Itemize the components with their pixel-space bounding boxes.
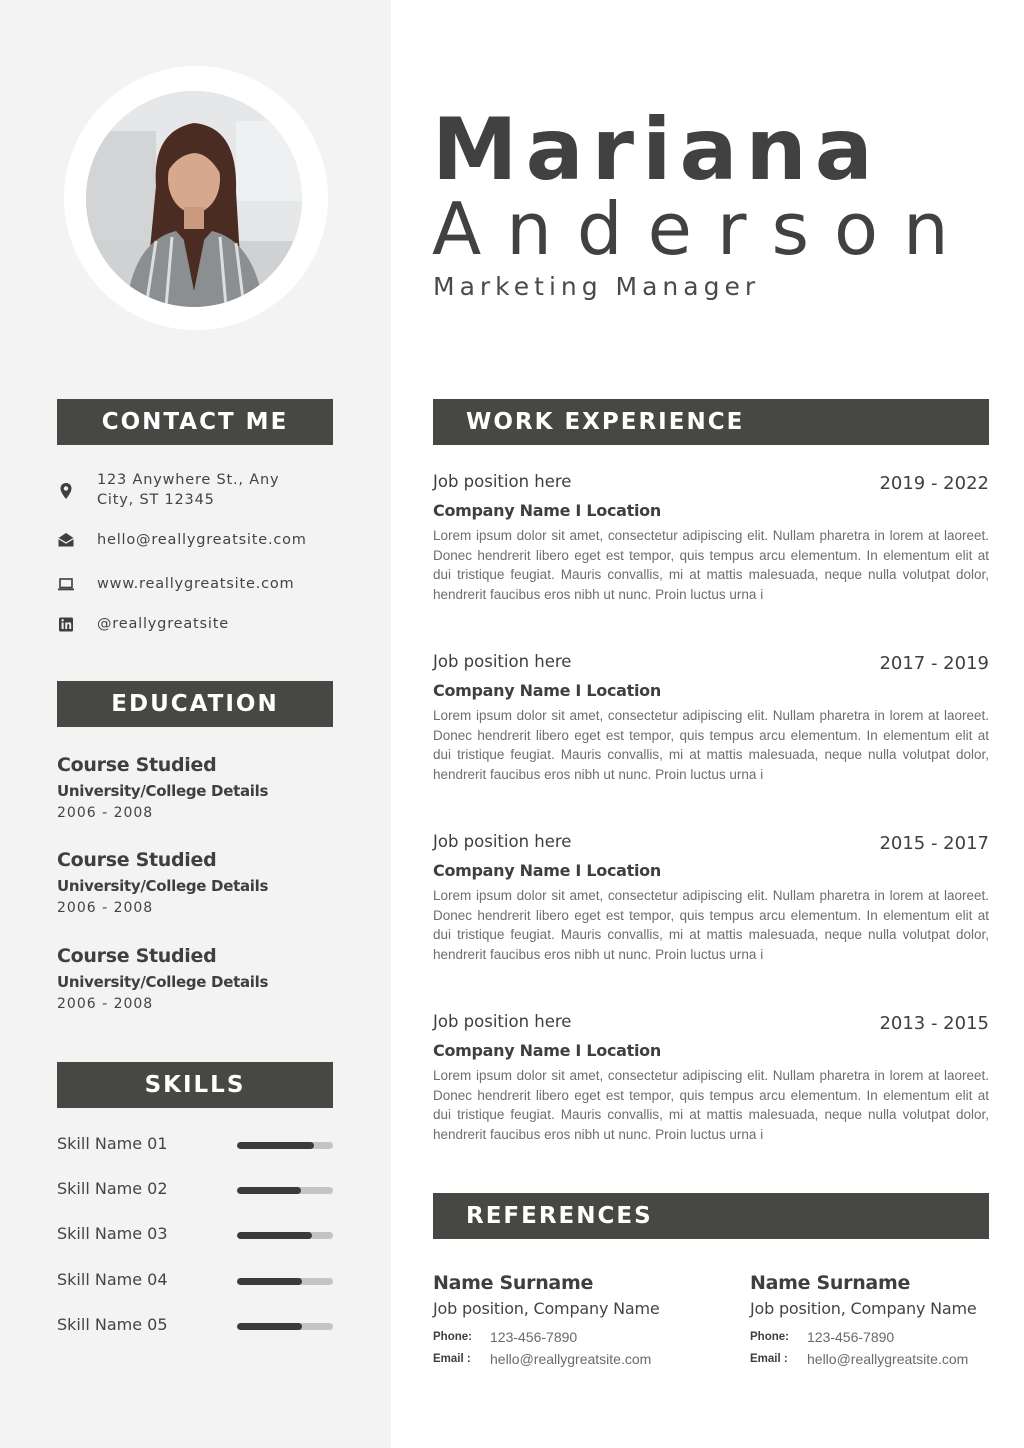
skill-name: Skill Name 04 xyxy=(57,1270,168,1289)
skill-name: Skill Name 01 xyxy=(57,1134,168,1153)
reference-email[interactable]: hello@reallygreatsite.com xyxy=(807,1351,969,1367)
university-details: University/College Details xyxy=(57,877,269,895)
job-description: Lorem ipsum dolor sit amet, consectetur adipiscing elit. Nullam pharetra in lorem at laoreet. Donec hendrerit libero eget est tempor, quis tempus arcu elementum. In elementum elit at dui tristique feugiat. Mauris convallis, mi at mattis malesuada, neque nulla volutpat dolor, hendrerit faucibus eros nibh ut nunc. Proin luctus urna i xyxy=(433,528,989,602)
profile-photo xyxy=(86,91,302,307)
work-item xyxy=(433,830,989,964)
skill-item xyxy=(57,1268,333,1292)
company-location: Company Name I Location xyxy=(433,1041,661,1060)
skill-bar-fill xyxy=(237,1187,301,1194)
course-title: Course Studied xyxy=(57,754,217,776)
last-name: Anderson xyxy=(432,187,974,271)
course-title: Course Studied xyxy=(57,849,217,871)
address-text: 123 Anywhere St., Any City, ST 12345 xyxy=(97,472,280,508)
skills-heading: SKILLS xyxy=(57,1062,333,1108)
website-text[interactable]: www.reallygreatsite.com xyxy=(97,576,295,592)
reference-role: Job position, Company Name xyxy=(750,1299,977,1318)
skill-bar-fill xyxy=(237,1278,302,1285)
reference-email[interactable]: hello@reallygreatsite.com xyxy=(490,1351,652,1367)
skill-bar xyxy=(237,1187,333,1194)
reference-item xyxy=(433,1270,683,1367)
linkedin-icon xyxy=(57,615,75,633)
skill-bar-fill xyxy=(237,1232,312,1239)
skill-item xyxy=(57,1177,333,1201)
university-details: University/College Details xyxy=(57,973,269,991)
job-position: Job position here xyxy=(433,1012,572,1031)
social-text[interactable]: @reallygreatsite xyxy=(97,616,229,632)
references-heading: REFERENCES xyxy=(433,1193,989,1239)
reference-phone[interactable]: 123-456-7890 xyxy=(490,1329,578,1345)
email-text[interactable]: hello@reallygreatsite.com xyxy=(97,532,307,548)
education-years: 2006 - 2008 xyxy=(57,900,154,916)
email-label: Email : xyxy=(750,1353,788,1365)
skill-bar xyxy=(237,1278,333,1285)
job-years: 2017 - 2019 xyxy=(879,653,989,674)
job-years: 2013 - 2015 xyxy=(879,1013,989,1034)
university-details: University/College Details xyxy=(57,782,269,800)
location-pin-icon xyxy=(57,482,75,500)
education-item xyxy=(57,944,357,1015)
job-position: Job position here xyxy=(433,832,572,851)
company-location: Company Name I Location xyxy=(433,681,661,700)
envelope-icon xyxy=(57,531,75,549)
job-title: Marketing Manager xyxy=(433,272,761,301)
course-title: Course Studied xyxy=(57,945,217,967)
skill-item xyxy=(57,1222,333,1246)
job-years: 2019 - 2022 xyxy=(879,473,989,494)
contact-address xyxy=(57,470,337,510)
contact-email[interactable] xyxy=(57,530,337,550)
education-heading: EDUCATION xyxy=(57,681,333,727)
work-item xyxy=(433,470,989,604)
email-label: Email : xyxy=(433,1353,471,1365)
skill-bar-fill xyxy=(237,1142,314,1149)
job-years: 2015 - 2017 xyxy=(879,833,989,854)
reference-item xyxy=(750,1270,1000,1367)
work-experience-heading: WORK EXPERIENCE xyxy=(433,399,989,445)
skill-name: Skill Name 03 xyxy=(57,1224,168,1243)
education-years: 2006 - 2008 xyxy=(57,805,154,821)
education-item xyxy=(57,753,357,824)
education-years: 2006 - 2008 xyxy=(57,996,154,1012)
phone-label: Phone: xyxy=(433,1331,472,1343)
skill-bar xyxy=(237,1323,333,1330)
skill-item xyxy=(57,1132,333,1156)
work-item xyxy=(433,650,989,784)
reference-role: Job position, Company Name xyxy=(433,1299,660,1318)
job-description: Lorem ipsum dolor sit amet, consectetur adipiscing elit. Nullam pharetra in lorem at laoreet. Donec hendrerit libero eget est tempor, quis tempus arcu elementum. In elementum elit at dui tristique feugiat. Mauris convallis, mi at mattis malesuada, neque nulla volutpat dolor, hendrerit faucibus eros nibh ut nunc. Proin luctus urna i xyxy=(433,1068,989,1142)
contact-heading: CONTACT ME xyxy=(57,399,333,445)
skill-bar xyxy=(237,1142,333,1149)
reference-phone[interactable]: 123-456-7890 xyxy=(807,1329,895,1345)
skill-bar-fill xyxy=(237,1323,302,1330)
work-item xyxy=(433,1010,989,1144)
reference-name: Name Surname xyxy=(750,1272,911,1294)
skill-bar xyxy=(237,1232,333,1239)
contact-social[interactable] xyxy=(57,614,337,634)
job-position: Job position here xyxy=(433,652,572,671)
phone-label: Phone: xyxy=(750,1331,789,1343)
job-description: Lorem ipsum dolor sit amet, consectetur adipiscing elit. Nullam pharetra in lorem at laoreet. Donec hendrerit libero eget est tempor, quis tempus arcu elementum. In elementum elit at dui tristique feugiat. Mauris convallis, mi at mattis malesuada, neque nulla volutpat dolor, hendrerit faucibus eros nibh ut nunc. Proin luctus urna i xyxy=(433,888,989,962)
first-name: Mariana xyxy=(432,100,881,200)
skill-item xyxy=(57,1313,333,1337)
reference-name: Name Surname xyxy=(433,1272,594,1294)
contact-website[interactable] xyxy=(57,574,337,594)
skill-name: Skill Name 05 xyxy=(57,1315,168,1334)
company-location: Company Name I Location xyxy=(433,501,661,520)
job-description: Lorem ipsum dolor sit amet, consectetur adipiscing elit. Nullam pharetra in lorem at laoreet. Donec hendrerit libero eget est tempor, quis tempus arcu elementum. In elementum elit at dui tristique feugiat. Mauris convallis, mi at mattis malesuada, neque nulla volutpat dolor, hendrerit faucibus eros nibh ut nunc. Proin luctus urna i xyxy=(433,708,989,782)
skill-name: Skill Name 02 xyxy=(57,1179,168,1198)
laptop-icon xyxy=(57,575,75,593)
company-location: Company Name I Location xyxy=(433,861,661,880)
job-position: Job position here xyxy=(433,472,572,491)
education-item xyxy=(57,848,357,919)
